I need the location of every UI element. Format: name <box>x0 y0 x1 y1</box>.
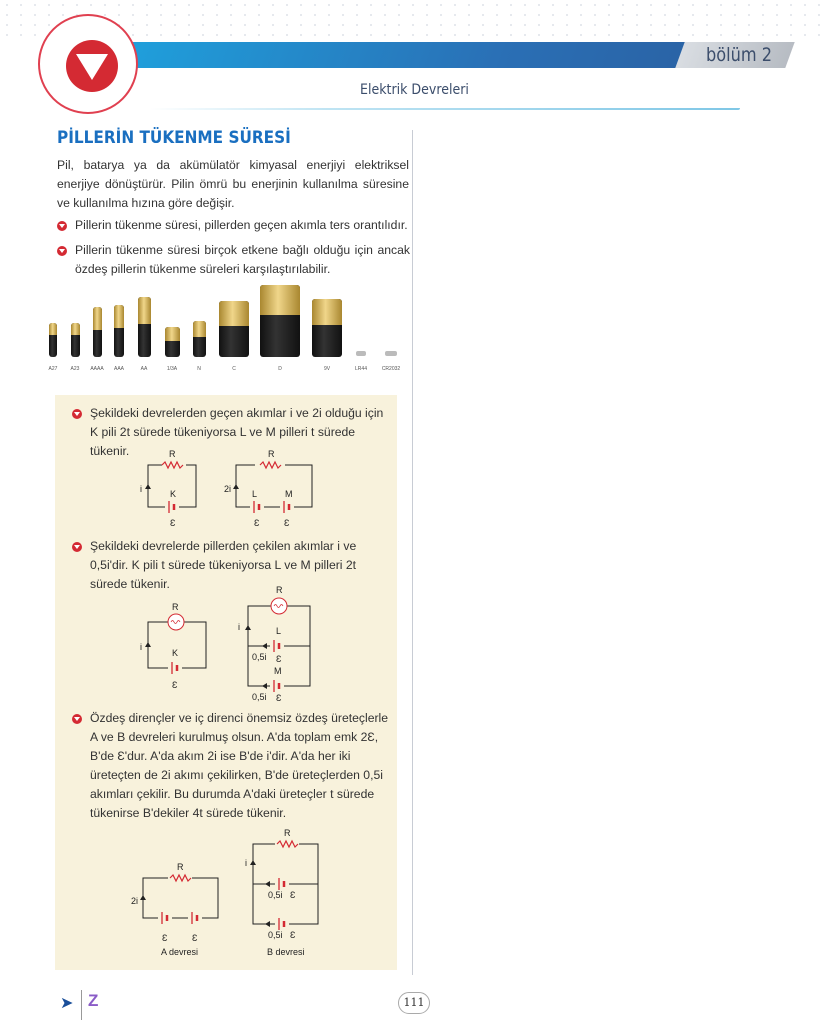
chapter-label: bölüm 2 <box>706 44 773 66</box>
bulb-icon <box>271 598 287 614</box>
svg-text:Ɛ: Ɛ <box>290 890 296 900</box>
svg-text:i: i <box>245 858 247 868</box>
battery-label: 9V <box>323 366 331 372</box>
battery-label: A23 <box>70 366 80 372</box>
box-item-text: Şekildeki devrelerden geçen akımlar i ve 2i olduğu için K pili 2t sürede tükeniyorsa L ve M pilleri t sürede tükenir. <box>90 406 384 458</box>
battery-label: LR44 <box>355 366 367 372</box>
battery-label: 1/3A <box>166 366 178 372</box>
svg-text:Ɛ: Ɛ <box>276 693 282 703</box>
svg-text:L: L <box>252 489 258 499</box>
intro-paragraph: Pil, batarya ya da akümülatör kimyasal enerjiyi elektriksel enerjiye dönüştürür. Pilin ömrü bu enerjinin kullanılma süresine ve kullanılma hızına göre değişir. <box>57 158 409 210</box>
svg-text:2i: 2i <box>131 896 139 906</box>
svg-text:R: R <box>284 828 291 838</box>
svg-text:0,5i: 0,5i <box>268 930 283 940</box>
svg-text:L: L <box>276 626 282 636</box>
svg-text:Ɛ: Ɛ <box>284 518 290 528</box>
footer-divider <box>81 990 82 1020</box>
b-circuit-caption: B devresi <box>267 947 305 957</box>
svg-text:0,5i: 0,5i <box>252 692 267 702</box>
battery-label: D <box>278 366 282 372</box>
svg-text:Ɛ: Ɛ <box>290 930 296 940</box>
svg-text:Ɛ: Ɛ <box>162 933 168 943</box>
bullet-text: Pillerin tükenme süresi, pillerden geçen akımla ters orantılıdır. <box>75 218 408 232</box>
page-number: 111 <box>398 992 430 1014</box>
svg-text:M: M <box>274 666 282 676</box>
a-circuit-caption: A devresi <box>161 947 199 957</box>
svg-text:0,5i: 0,5i <box>252 652 267 662</box>
svg-text:R: R <box>276 585 283 595</box>
bulb-icon <box>168 614 184 630</box>
publisher-logo-icon: ➤ <box>60 995 74 1012</box>
battery-label: N <box>197 366 201 372</box>
svg-text:R: R <box>268 449 275 459</box>
circuit-k-wire <box>148 465 196 507</box>
battery-label: CR2032 <box>381 366 401 372</box>
svg-text:Ɛ: Ɛ <box>192 933 198 943</box>
svg-text:0,5i: 0,5i <box>268 890 283 900</box>
svg-text:Ɛ: Ɛ <box>254 518 260 528</box>
svg-text:K: K <box>172 648 179 658</box>
battery-label: AA <box>140 366 148 372</box>
box-item-text: Şekildeki devrelerde pillerden çekilen akımlar i ve 0,5i'dir. K pili t sürede tükeniyorsa L ve M pilleri 2t sürede tükenir. <box>90 539 357 591</box>
svg-text:i: i <box>140 484 142 494</box>
svg-text:2i: 2i <box>224 484 232 494</box>
svg-text:Ɛ: Ɛ <box>276 654 282 664</box>
section-title: PİLLERİN TÜKENME SÜRESİ <box>57 128 291 148</box>
chapter-subtitle: Elektrik Devreleri <box>360 82 469 98</box>
svg-text:R: R <box>177 862 184 872</box>
battery-label: C <box>232 366 236 372</box>
battery-label: AAA <box>113 366 124 372</box>
circuit-a-wire <box>143 878 218 918</box>
battery-label: A27 <box>48 366 58 372</box>
svg-text:Ɛ: Ɛ <box>172 680 178 690</box>
battery-label: AAAA <box>90 366 104 372</box>
svg-text:i: i <box>238 622 240 632</box>
series-logo-icon: Z <box>88 991 99 1010</box>
svg-text:R: R <box>172 602 179 612</box>
svg-text:K: K <box>170 489 177 499</box>
svg-text:Ɛ: Ɛ <box>170 518 176 528</box>
circuit-lm-wire <box>236 465 312 507</box>
box-item-text: Özdeş dirençler ve iç direnci önemsiz özdeş üreteçlerle A ve B devreleri kurulmuş olsun. A'da toplam emk 2Ɛ, B'de Ɛ'dur. A'da akım 2i ise B'de i'dir. A'da her iki üreteçten de 2i akımı çekilirken, B'de üreteçlerden 0,5i akımları çekilir. Bu durumda A'daki üreteçler t sürede tükenirse B'dekiler 4t sürede tükenir. <box>90 711 389 820</box>
svg-text:i: i <box>140 642 142 652</box>
svg-text:R: R <box>169 449 176 459</box>
bullet-text: Pillerin tükenme süresi birçok etkene bağlı olduğu için ancak özdeş pillerin tükenme süreleri karşılaştırılabilir. <box>75 243 410 276</box>
svg-text:M: M <box>285 489 293 499</box>
